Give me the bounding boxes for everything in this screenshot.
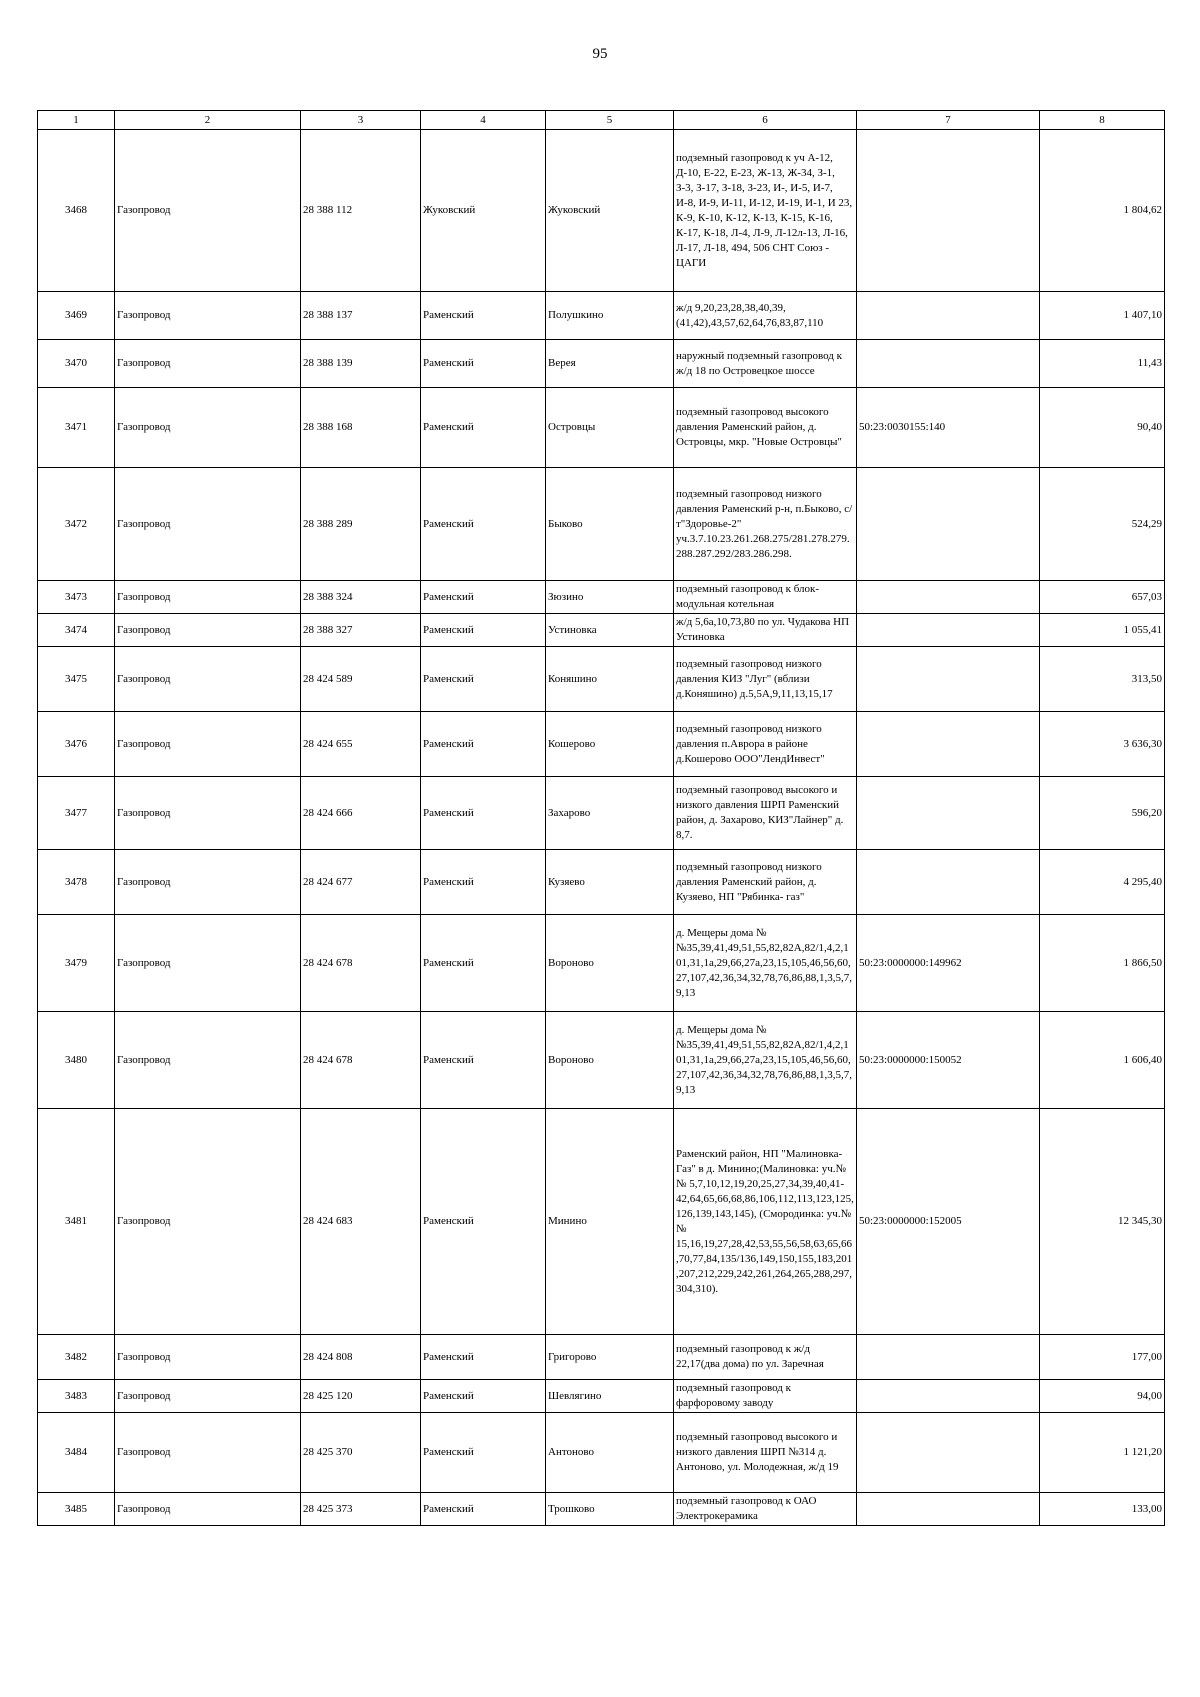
locality-cell: Минино [546,1109,674,1335]
object-code-cell: 28 425 120 [301,1380,421,1413]
locality-cell: Шевлягино [546,1380,674,1413]
length-value-cell: 524,29 [1040,468,1165,581]
locality-cell: Коняшино [546,647,674,712]
row-number-cell: 3474 [38,614,115,647]
object-name-cell: Газопровод [115,1380,301,1413]
object-code-cell: 28 424 678 [301,915,421,1012]
column-header: 2 [115,111,301,130]
locality-cell: Полушкино [546,292,674,340]
row-number-cell: 3480 [38,1012,115,1109]
description-cell: д. Мещеры дома №№35,39,41,49,51,55,82,82А,82/1,4,2,101,31,1а,29,66,27а,23,15,105,46,56,60,27,107,42,36,34,32,78,76,86,88,1,3,5,7,9,13 [674,1012,857,1109]
description-cell: д. Мещеры дома №№35,39,41,49,51,55,82,82А,82/1,4,2,101,31,1а,29,66,27а,23,15,105,46,56,60,27,107,42,36,34,32,78,76,86,88,1,3,5,7,9,13 [674,915,857,1012]
district-cell: Раменский [421,1335,546,1380]
cadastral-number-cell [857,850,1040,915]
district-cell: Раменский [421,1493,546,1526]
length-value-cell: 177,00 [1040,1335,1165,1380]
description-cell: подземный газопровод к фарфоровому заводу [674,1380,857,1413]
object-code-cell: 28 424 666 [301,777,421,850]
cadastral-number-cell: 50:23:0000000:149962 [857,915,1040,1012]
table-row [38,850,1165,915]
table-row [38,1109,1165,1335]
cadastral-number-cell [857,1335,1040,1380]
locality-cell: Островцы [546,388,674,468]
district-cell: Раменский [421,614,546,647]
cadastral-number-cell [857,777,1040,850]
cadastral-number-cell: 50:23:0030155:140 [857,388,1040,468]
object-code-cell: 28 424 677 [301,850,421,915]
object-code-cell: 28 388 112 [301,130,421,292]
row-number-cell: 3479 [38,915,115,1012]
row-number-cell: 3470 [38,340,115,388]
district-cell: Раменский [421,292,546,340]
description-cell: подземный газопровод к блок-модульная котельная [674,581,857,614]
description-cell: подземный газопровод низкого давления Раменский р-н, п.Быково, с/т"Здоровье-2" уч.3.7.10.23.261.268.275/281.278.279.288.287.292/283.286.298. [674,468,857,581]
column-header: 5 [546,111,674,130]
row-number-cell: 3471 [38,388,115,468]
description-cell: подземный газопровод низкого давления Раменский район, д. Кузяево, НП "Рябинка- газ" [674,850,857,915]
district-cell: Раменский [421,850,546,915]
row-number-cell: 3477 [38,777,115,850]
table-row [38,1012,1165,1109]
district-cell: Раменский [421,647,546,712]
table-row [38,1380,1165,1413]
length-value-cell: 1 407,10 [1040,292,1165,340]
object-code-cell: 28 388 168 [301,388,421,468]
cadastral-number-cell [857,1413,1040,1493]
cadastral-number-cell: 50:23:0000000:152005 [857,1109,1040,1335]
locality-cell: Григорово [546,1335,674,1380]
length-value-cell: 94,00 [1040,1380,1165,1413]
cadastral-number-cell [857,130,1040,292]
locality-cell: Верея [546,340,674,388]
locality-cell: Трошково [546,1493,674,1526]
row-number-cell: 3469 [38,292,115,340]
cadastral-number-cell [857,468,1040,581]
object-code-cell: 28 388 324 [301,581,421,614]
column-header: 3 [301,111,421,130]
length-value-cell: 1 606,40 [1040,1012,1165,1109]
table-row [38,1335,1165,1380]
description-cell: подземный газопровод к ж/д 22,17(два дома) по ул. Заречная [674,1335,857,1380]
description-cell: подземный газопровод высокого и низкого давления ШРП №314 д. Антоново, ул. Молодежная, ж/д 19 [674,1413,857,1493]
locality-cell: Кошерово [546,712,674,777]
row-number-cell: 3473 [38,581,115,614]
cadastral-number-cell [857,647,1040,712]
description-cell: подземный газопровод высокого давления Раменский район, д. Островцы, мкр. "Новые Островцы" [674,388,857,468]
description-cell: Раменский район, НП "Малиновка-Газ" в д. Минино;(Малиновка: уч.№№ 5,7,10,12,19,20,25,27,34,39,40,41-42,64,65,66,68,86,106,112,113,123,125,126,139,143,145), (Смородинка: уч.№№ 15,16,19,27,28,42,53,55,56,58,63,65,66,70,77,84,135/136,149,150,155,183,201,207,212,229,242,261,264,265,288,297,304,310). [674,1109,857,1335]
table-row [38,340,1165,388]
length-value-cell: 11,43 [1040,340,1165,388]
object-code-cell: 28 388 327 [301,614,421,647]
object-name-cell: Газопровод [115,777,301,850]
object-code-cell: 28 424 655 [301,712,421,777]
row-number-cell: 3472 [38,468,115,581]
table-row [38,130,1165,292]
object-code-cell: 28 425 370 [301,1413,421,1493]
length-value-cell: 596,20 [1040,777,1165,850]
table-row [38,712,1165,777]
description-cell: подземный газопровод низкого давления п.Аврора в районе д.Кошерово ООО"ЛендИнвест" [674,712,857,777]
district-cell: Раменский [421,712,546,777]
table-row [38,1493,1165,1526]
row-number-cell: 3484 [38,1413,115,1493]
object-code-cell: 28 424 589 [301,647,421,712]
locality-cell: Захарово [546,777,674,850]
length-value-cell: 12 345,30 [1040,1109,1165,1335]
locality-cell: Зюзино [546,581,674,614]
row-number-cell: 3478 [38,850,115,915]
cadastral-number-cell [857,581,1040,614]
description-cell: ж/д 9,20,23,28,38,40,39,(41,42),43,57,62,64,76,83,87,110 [674,292,857,340]
object-name-cell: Газопровод [115,647,301,712]
length-value-cell: 1 804,62 [1040,130,1165,292]
object-name-cell: Газопровод [115,1335,301,1380]
district-cell: Раменский [421,777,546,850]
table-row [38,1413,1165,1493]
object-name-cell: Газопровод [115,1493,301,1526]
object-code-cell: 28 424 678 [301,1012,421,1109]
cadastral-number-cell [857,614,1040,647]
row-number-cell: 3476 [38,712,115,777]
object-code-cell: 28 424 808 [301,1335,421,1380]
table-row [38,468,1165,581]
table-row [38,388,1165,468]
object-code-cell: 28 388 289 [301,468,421,581]
header-row [38,111,1165,130]
district-cell: Раменский [421,581,546,614]
district-cell: Раменский [421,468,546,581]
table-row [38,647,1165,712]
locality-cell: Вороново [546,1012,674,1109]
district-cell: Жуковский [421,130,546,292]
length-value-cell: 1 866,50 [1040,915,1165,1012]
object-name-cell: Газопровод [115,1413,301,1493]
object-name-cell: Газопровод [115,130,301,292]
length-value-cell: 4 295,40 [1040,850,1165,915]
cadastral-number-cell [857,292,1040,340]
object-code-cell: 28 388 137 [301,292,421,340]
description-cell: подземный газопровод низкого давления КИЗ "Луг" (вблизи д.Коняшино) д.5,5А,9,11,13,15,17 [674,647,857,712]
cadastral-number-cell [857,712,1040,777]
length-value-cell: 3 636,30 [1040,712,1165,777]
column-header: 4 [421,111,546,130]
description-cell: подземный газопровод к уч А-12, Д-10, Е-22, Е-23, Ж-13, Ж-34, З-1, З-3, З-17, З-18, З-23, И-, И-5, И-7, И-8, И-9, И-11, И-12, И-19, И-1, И 23, К-9, К-10, К-12, К-13, К-15, К-16, К-17, К-18, Л-4, Л-9, Л-12л-13, Л-16, Л-17, Л-18, 494, 506 СНТ Союз - ЦАГИ [674,130,857,292]
table-body [38,130,1165,1526]
district-cell: Раменский [421,388,546,468]
description-cell: подземный газопровод к ОАО Электрокерамика [674,1493,857,1526]
district-cell: Раменский [421,1109,546,1335]
locality-cell: Антоново [546,1413,674,1493]
object-name-cell: Газопровод [115,614,301,647]
length-value-cell: 1 055,41 [1040,614,1165,647]
locality-cell: Вороново [546,915,674,1012]
object-code-cell: 28 388 139 [301,340,421,388]
row-number-cell: 3483 [38,1380,115,1413]
locality-cell: Кузяево [546,850,674,915]
object-name-cell: Газопровод [115,915,301,1012]
row-number-cell: 3485 [38,1493,115,1526]
district-cell: Раменский [421,340,546,388]
cadastral-number-cell [857,1380,1040,1413]
description-cell: ж/д 5,6а,10,73,80 по ул. Чудакова НП Устиновка [674,614,857,647]
description-cell: подземный газопровод высокого и низкого давления ШРП Раменский район, д. Захарово, КИЗ"Лайнер" д. 8,7. [674,777,857,850]
row-number-cell: 3481 [38,1109,115,1335]
table-row [38,777,1165,850]
object-name-cell: Газопровод [115,388,301,468]
length-value-cell: 657,03 [1040,581,1165,614]
column-header: 7 [857,111,1040,130]
district-cell: Раменский [421,1380,546,1413]
table-row [38,581,1165,614]
row-number-cell: 3475 [38,647,115,712]
length-value-cell: 313,50 [1040,647,1165,712]
row-number-cell: 3468 [38,130,115,292]
district-cell: Раменский [421,915,546,1012]
table-header [38,111,1165,130]
cadastral-number-cell [857,340,1040,388]
table-row [38,292,1165,340]
row-number-cell: 3482 [38,1335,115,1380]
cadastral-number-cell: 50:23:0000000:150052 [857,1012,1040,1109]
column-header: 1 [38,111,115,130]
object-name-cell: Газопровод [115,581,301,614]
locality-cell: Быково [546,468,674,581]
object-name-cell: Газопровод [115,850,301,915]
district-cell: Раменский [421,1012,546,1109]
registry-table [37,110,1165,1526]
length-value-cell: 133,00 [1040,1493,1165,1526]
locality-cell: Устиновка [546,614,674,647]
length-value-cell: 90,40 [1040,388,1165,468]
locality-cell: Жуковский [546,130,674,292]
object-name-cell: Газопровод [115,1109,301,1335]
length-value-cell: 1 121,20 [1040,1413,1165,1493]
description-cell: наружный подземный газопровод к ж/д 18 по Островецкое шоссе [674,340,857,388]
object-name-cell: Газопровод [115,468,301,581]
page-number: 95 [592,46,608,62]
object-name-cell: Газопровод [115,340,301,388]
cadastral-number-cell [857,1493,1040,1526]
object-name-cell: Газопровод [115,1012,301,1109]
column-header: 6 [674,111,857,130]
object-name-cell: Газопровод [115,292,301,340]
column-header: 8 [1040,111,1165,130]
table-row [38,614,1165,647]
object-name-cell: Газопровод [115,712,301,777]
object-code-cell: 28 424 683 [301,1109,421,1335]
object-code-cell: 28 425 373 [301,1493,421,1526]
district-cell: Раменский [421,1413,546,1493]
table-row [38,915,1165,1012]
